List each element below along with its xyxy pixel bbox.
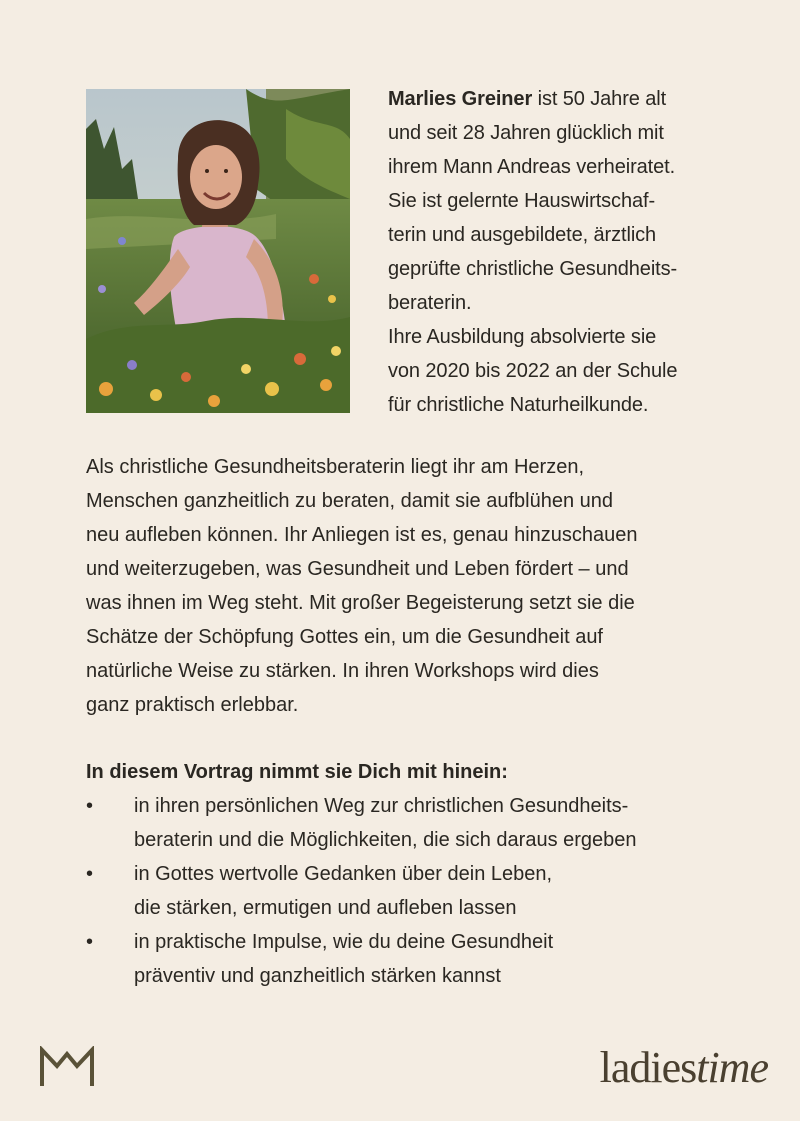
bullet-icon: •	[86, 863, 94, 885]
paragraph-line: Als christliche Gesundheitsberaterin liegt ihr am Herzen,	[86, 456, 584, 478]
bio-text	[388, 82, 748, 422]
list-item-line: in ihren persönlichen Weg zur christlichen Gesundheits-	[134, 795, 629, 817]
list-item	[86, 857, 746, 925]
bio-line: Ihre Ausbildung absolvierte sie	[388, 326, 657, 348]
paragraph-line: neu aufleben können. Ihr Anliegen ist es, genau hinzuschauen	[86, 524, 638, 546]
list-item	[86, 925, 746, 993]
paragraph-line: ganz praktisch erlebbar.	[86, 694, 299, 716]
bio-line: ihrem Mann Andreas verheiratet.	[388, 156, 676, 178]
list-item-line: in Gottes wertvolle Gedanken über dein Leben,	[134, 863, 553, 885]
paragraph-line: Schätze der Schöpfung Gottes ein, um die Gesundheit auf	[86, 626, 603, 648]
bullet-icon: •	[86, 795, 94, 817]
brand-italic: time	[696, 1043, 768, 1092]
bio-line: von 2020 bis 2022 an der Schule	[388, 360, 678, 382]
bio-line	[388, 82, 748, 116]
bio-line: Sie ist gelernte Hauswirtschaf-	[388, 190, 656, 212]
list-item-line: präventiv und ganzheitlich stärken kannst	[134, 965, 501, 987]
talk-heading: In diesem Vortrag nimmt sie Dich mit hinein:	[86, 761, 508, 783]
bullet-icon: •	[86, 931, 94, 953]
bio-line: für christliche Naturheilkunde.	[388, 394, 649, 416]
bio-line-rest: ist 50 Jahre alt	[532, 88, 667, 110]
paragraph-line: was ihnen im Weg steht. Mit großer Begeisterung setzt sie die	[86, 592, 635, 614]
list-item	[86, 789, 746, 857]
paragraph-line: Menschen ganzheitlich zu beraten, damit sie aufblühen und	[86, 490, 614, 512]
brand-regular: ladies	[599, 1043, 697, 1092]
portrait-illustration	[86, 89, 350, 413]
mm-monogram-graphic	[38, 1046, 96, 1088]
bio-line: beraterin.	[388, 292, 472, 314]
paragraph-line: und weiterzugeben, was Gesundheit und Leben fördert – und	[86, 558, 629, 580]
paragraph-line: natürliche Weise zu stärken. In ihren Workshops wird dies	[86, 660, 599, 682]
mm-monogram-icon	[38, 1046, 96, 1088]
description-paragraph	[86, 450, 726, 722]
bio-line: geprüfte christliche Gesundheits-	[388, 258, 678, 280]
bio-line: terin und ausgebildete, ärztlich	[388, 224, 657, 246]
talk-points-list	[86, 789, 746, 993]
list-item-line: in praktische Impulse, wie du deine Gesundheit	[134, 931, 554, 953]
person-name: Marlies Greiner	[388, 88, 533, 110]
brand-logo	[600, 1038, 768, 1098]
portrait-photo	[86, 89, 350, 413]
list-item-line: die stärken, ermutigen und aufleben lassen	[134, 897, 517, 919]
bio-line: und seit 28 Jahren glücklich mit	[388, 122, 664, 144]
list-item-line: beraterin und die Möglichkeiten, die sich daraus ergeben	[134, 829, 637, 851]
